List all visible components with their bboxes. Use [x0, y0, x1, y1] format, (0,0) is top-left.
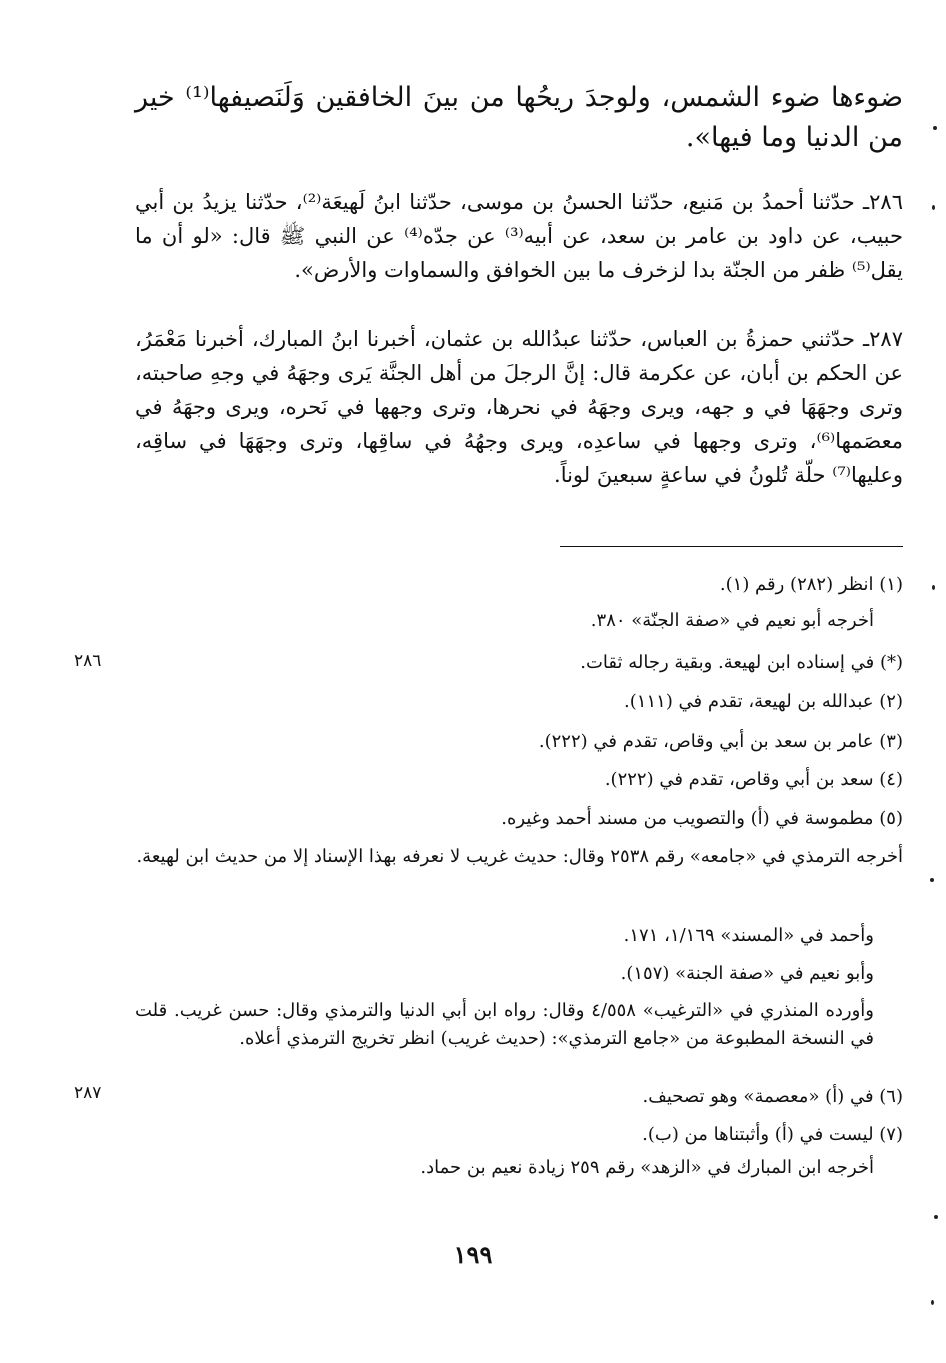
hadith-287-paragraph: ٢٨٧ـ حدّثني حمزةُ بن العباس، حدّثنا عبدُالله بن عثمان، أخبرنا ابنُ المبارك، أخبرنا مَعْمَرُ، عن الحكم بن أبان، عن عكرمة قال: إنَّ الرجلَ من أهل الجنَّة يَرى وجهَهُ في وجهِ صاحبته، وترى وجهَهَا في و جهه، ويرى وجهَهُ في نحرها، وترى وجهها في نَحره، ويرى وجهَهُ في معصَمها⁽⁶⁾، وترى وجهها في ساعدِه، ويرى وجهُهُ في ساقِها، وترى وجهَهَا في ساقِه، وعليها⁽⁷⁾ حلّة تُلونُ في ساعةٍ سبعينَ لوناً. [135, 327, 903, 487]
scan-speck [932, 585, 935, 590]
footnote-5-mundhiri: وأورده المنذري في «الترغيب» ٤/٥٥٨ وقال: رواه ابن أبي الدنيا والترمذي وقال: حسن غريب. قلت في النسخة المطبوعة من «جامع الترمذي»: (حديث غريب) انظر تخريج الترمذي أعلاه. [135, 1000, 874, 1049]
footnote-1: (١) انظر (٢٨٢) رقم (١). [719, 574, 903, 595]
margin-number-287: ٢٨٧ [74, 1083, 102, 1103]
scan-speck [930, 878, 934, 882]
footnote-5-ahmad: وأحمد في «المسند» ١/١٦٩، ١٧١. [623, 925, 874, 946]
page-number: ١٩٩ [453, 1240, 493, 1269]
scan-speck [934, 1215, 938, 1219]
scan-speck [931, 1300, 934, 1305]
footnote-5-tirmidhi: أخرجه الترمذي في «جامعه» رقم ٢٥٣٨ وقال: حديث غريب لا نعرفه بهذا الإسناد إلا من حديث ابن لهيعة. [136, 846, 903, 867]
footnote-2: (٢) عبدالله بن لهيعة، تقدم في (١١١). [624, 691, 903, 712]
footnote-5: (٥) مطموسة في (أ) والتصويب من مسند أحمد وغيره. [501, 808, 903, 829]
footnote-7-source: أخرجه ابن المبارك في «الزهد» رقم ٢٥٩ زيادة نعيم بن حماد. [420, 1157, 874, 1178]
hadith-286-paragraph: ٢٨٦ـ حدّثنا أحمدُ بن مَنيع، حدّثنا الحسنُ بن موسى، حدّثنا ابنُ لَهيعَة⁽²⁾، حدّثنا يزيدُ بن أبي حبيب، عن داود بن عامر بن سعد، عن أبيه⁽³⁾ عن جدّه⁽⁴⁾ عن النبي ﷺ قال: «لو أن ما يقل⁽⁵⁾ ظفر من الجنّة بدا لزخرف ما بين الخوافق والسماوات والأرض». [135, 190, 903, 282]
footnote-7: (٧) ليست في (أ) وأثبتناها من (ب). [642, 1124, 903, 1145]
scan-speck [933, 126, 937, 130]
continuation-paragraph: ضوءها ضوء الشمس، ولوجدَ ريحُها من بينَ الخافقين وَلَنَصيفها⁽¹⁾ خير من الدنيا وما فيها». [135, 82, 903, 153]
footnote-star: (*) في إسناده ابن لهيعة. وبقية رجاله ثقات. [580, 652, 903, 673]
footnote-4: (٤) سعد بن أبي وقاص، تقدم في (٢٢٢). [604, 769, 903, 790]
footnote-separator [560, 546, 903, 547]
footnote-6: (٦) في (أ) «معصمة» وهو تصحيف. [642, 1086, 903, 1107]
scan-speck [932, 205, 935, 210]
footnote-3: (٣) عامر بن سعد بن أبي وقاص، تقدم في (٢٢٢). [538, 731, 903, 752]
footnote-5-abunuaym: وأبو نعيم في «صفة الجنة» (١٥٧). [620, 963, 874, 984]
margin-number-286: ٢٨٦ [74, 651, 102, 671]
footnote-1-source: أخرجه أبو نعيم في «صفة الجنّة» ٣٨٠. [590, 610, 874, 631]
